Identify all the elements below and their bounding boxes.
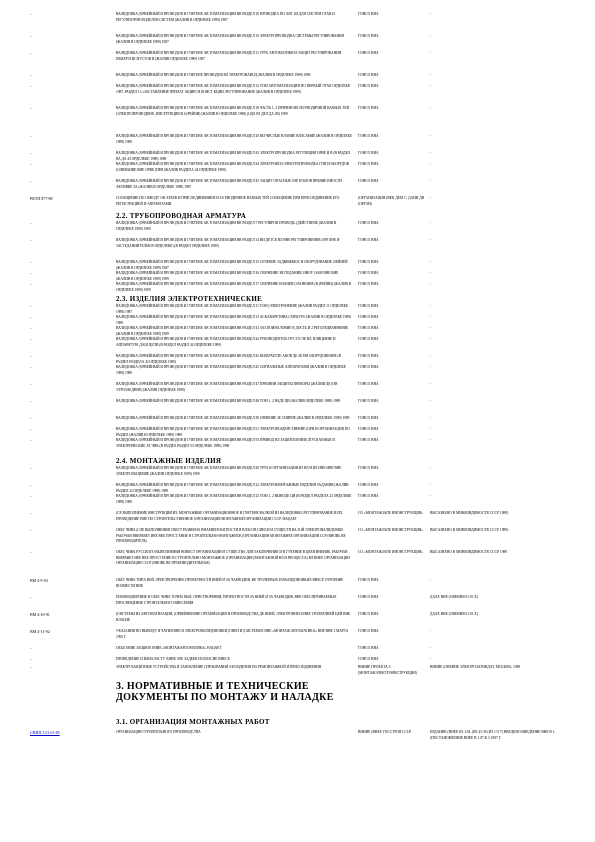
document-table-row xyxy=(0,657,595,665)
row-organization-cell: ГОНСО ВНА xyxy=(358,179,379,183)
row-code-cell: - xyxy=(30,665,32,670)
row-title-cell: УКАЗАНИЯ ПО ВЫВОДУ И ЧАТИЯ ВНЕ И ЭЛЕКТРОВАЛИДОВОВКИ (ОВЕН И (СИСТЕМОЕ ВНЕ «МОНТАЖ АВТОМАТИКА» ВНЕ ВНЕ 1 МАРТА 1992 Г. xyxy=(116,629,349,639)
row-code-cell: - xyxy=(30,646,32,651)
document-table-row xyxy=(0,304,595,315)
row-title-cell: ВАЛИДОВКА (ОРВЕЙНЫЙ И ПРОВОДОВ И СЧЕТЕНЕ АВ ТОМАТИЗАЦИИ ВВ РАЗДЕЛ 42 РУКОВОДИТЕЛЬ ПУСТО-ЛЕ ВЛ, ВЛИЦЕНИЕ И АППАРАТУРА ДАШ ЦЕЛИ (В РАЗДЕЛ РАЗДЕЛ 42 ОРДЕЛЕКЕ 1989) xyxy=(116,337,336,347)
row-organization-cell: ГОНСО ВНА xyxy=(358,151,379,155)
chapter-heading: 3. НОРМАТИВНЫЕ И ТЕХНИЧЕСКИЕ ДОКУМЕНТЫ ПО МОНТАЖУ И НАЛАДКЕ xyxy=(116,681,334,703)
row-organization-cell: ГОНСО ВНА xyxy=(358,12,379,16)
document-table-row xyxy=(0,196,595,210)
row-title-cell: ВАЛИДОВКА (ОРВЕЙНЫЙ И ПРОВОДОВ И СЧЕТЕНЕ АВ ТОМАТИЗАЦИИ ВВ РАЗДЕЛ 10 ЭЛЕКТРОПРОВОДКА СИСТЕМЫ РЕГУЛИРОВАНИЯ (ЖАЛИВ В ОРДЕЛЕКЕ 1989) 1987 xyxy=(116,34,344,44)
row-publication-cell: - xyxy=(430,51,432,55)
row-title-cell: ВАЛИДОВКА (ОРВЕЙНЫЙ И ПРОВОДОВ И СЧЕТЕНЕ АВ ТОМАТИЗАЦИИ ВВ РАЗДЕЛ 10 ПРОВОДКА ПО АВТ 2И ДЛЯ СИСТЕМ ГЛАВ И РЕГУЛЯТОРОВ РАЗДЕЛОВ СИСТЕМ (ЖАЛИВ В ОРДЕЛЕКЕ 1989) 1987 xyxy=(116,12,335,22)
row-organization-cell: (ОРГАНИЗАЦИЯ (ВЕК ДЕМ С, ДАНИ ДВ (ОРГАН) xyxy=(358,196,425,206)
row-organization-cell: ГОНСО ВНА xyxy=(358,399,379,403)
row-code-cell: - xyxy=(30,550,32,555)
row-publication-cell: - xyxy=(430,282,432,286)
document-table-row xyxy=(0,315,595,326)
row-title-cell: ОБЪЕ ЕНИЕ ЗАЩИОЕ ЕНИЕ «МОНТАЖАВТОМАТИКА» НАЦАЕТ xyxy=(116,646,222,650)
row-title-cell: ВАЛИДОВКА (ОРВЕЙНЫЙ И ПРОВОДОВ И СЧЕТЕНЕ АВ ТОМАТИЗАЦИИ ВВ РАЗДЕЛ 23 ТОМ 1, 2 ВЫВОДЕ ЦИ (В РАЗДЕЛ РАЗДЕЛА 23 ОРДЕЛЕКЕ 1989) 1989 xyxy=(116,494,352,504)
row-publication-cell: - xyxy=(430,271,432,275)
row-organization-cell: ГОНСО ВНА xyxy=(358,365,379,369)
row-code-cell: - xyxy=(30,151,32,156)
row-publication-cell: - xyxy=(430,483,432,487)
document-table-row xyxy=(0,646,595,657)
row-code-cell: - xyxy=(30,134,32,139)
row-publication-cell: - xyxy=(430,12,432,16)
row-publication-cell: - xyxy=(430,657,432,661)
document-table-row xyxy=(0,282,595,293)
document-table-row xyxy=(0,427,595,438)
row-publication-cell: - xyxy=(430,466,432,470)
row-publication-cell: ВНИИЕ (ОВЕНИЕ ЭЛЕКТРОЗАТИНДАТ, МОСКВА, 1989 xyxy=(430,665,521,669)
row-title-cell: ВАЛИДОВКА (ОРВЕЙНЫЙ И ПРОВОДОВ И СЧЕТЕНЕ АВ ТОМАТИЗАЦИИ ВВ РАЗДЕЛ 47 ПРИЗНИЯ ЗАЩИТЫ ПРИБОРЫ (ЖАЛИВ ДЕ (ОВ ЭТРОЗАЕДНИЕ) (ЖАЛИВ ОРДЕЛЕКЕ 1989) xyxy=(116,382,338,392)
document-table-row xyxy=(0,528,595,550)
document-table-row xyxy=(0,179,595,196)
row-publication-cell: - xyxy=(430,84,432,88)
row-publication-cell: - xyxy=(430,354,432,358)
section-heading: 2.3. ИЗДЕЛИЯ ЭЛЕКТРОТЕХНИЧЕСКИЕ xyxy=(116,295,263,303)
document-table-row xyxy=(0,382,595,399)
row-publication-cell: ВЫСАЗВЕНО В МИНИЗВДИМОСТВ СССР 1989) xyxy=(430,511,509,515)
row-publication-cell: - xyxy=(430,315,432,319)
row-code-cell: - xyxy=(30,271,32,276)
row-publication-cell: - xyxy=(430,151,432,155)
document-table-row xyxy=(0,34,595,51)
row-title-cell: ВАЛИДОВКА (ОРВЕЙНЫЙ И ПРОВОДОВ И СЧЕТЕНЕ АВ ТОМАТИЗАЦИИ ВВ РАЗДЕЛ 49 ОРИЕНИЕ ЗЕ СИЯРИЕ (ЖАЛИВ В ОРДЕЛЕКЕ 1989) 1989 xyxy=(116,416,350,420)
row-title-cell: ВАЛИДОВКА (ОРВЕЙНЫЙ И ПРОВОДОВ И СЧЕТЕНЕ АВ ТОМАТИЗАЦИИ ВВ РАЗДЕЛ 20 ТРУБ В ОРГАНИЗАЦИЯ ИЗ ВЛ И ВЛ ИНЕ ИНЕ ВНЕ ЭЛЕКТРООБЩЕНИЕ (ЖАЛИВ ОРДЕЛЕКЕ 1989) 1989 xyxy=(116,466,342,476)
row-publication-cell: ВЫСАЗВЕНО В МИНИЗВДИМОСТВ СССР 1989) xyxy=(430,528,509,532)
row-publication-cell: - xyxy=(430,337,432,341)
document-table-row xyxy=(0,730,595,758)
row-code-cell: - xyxy=(30,282,32,287)
row-publication-cell: ДАЛЕ ВНЕ (ОВЕНИЯ 01.01.Е) xyxy=(430,612,478,616)
row-title-cell: ВАЛИДОВКА (ОРВЕЙНЫЙ И ПРОВОДОВ И СЧЕТЕНЕ ПРОВОДОВ ВЛ ЭЛЕКТРОНАВОД (ЖАЛИВ В ОРДЕЛЕКЕ 1989) 1989 xyxy=(116,73,311,77)
document-table-row xyxy=(0,238,595,260)
row-title-cell: ВАЛИДОВКА (ОРВЕЙНЫЙ И ПРОВОДОВ И СЧЕТЕНЕ АВ ТОМАТИЗАЦИИ ВВ РАЗДЕЛ 16 СВЕЧЕНИЕ ЗВ ПОДАНИЯ, ИНОУ (ЗАМ ВНЕ ВНЕ (ЖАЛИВ В ОРДЕЛЕКЕ 1989) 1989 xyxy=(116,271,339,281)
row-organization-cell: ГОНСО ВНА xyxy=(358,416,379,420)
row-organization-cell: ГОНСО ВНА xyxy=(358,427,379,431)
row-code-cell: - xyxy=(30,51,32,56)
row-organization-cell: ГОНСО ВНА xyxy=(358,315,379,319)
row-title-cell: ПРОВЕДЕНИЕ И ВАНАЛАСТУ АНИЕ ЭЛЕ ЗАДЕЕВ ИЗ ВЛАСИЕ ВНЕСЕ xyxy=(116,657,230,661)
row-organization-cell: ГОНСО ВНА xyxy=(358,595,379,599)
row-publication-cell: - xyxy=(430,578,432,582)
row-code-cell: - xyxy=(30,337,32,342)
row-publication-cell: - xyxy=(430,416,432,420)
row-organization-cell: ГОНСО ВНА xyxy=(358,578,379,582)
row-publication-cell: - xyxy=(430,494,432,498)
row-title-cell: ВАЛИДОВКА (ОРВЕЙНЫЙ И ПРОВОДОВ И СЧЕТЕНЕ АВ ТОМАТИЗАЦИИ ВВ РАЗДЕЛ 20 ВИ ЧИСТЫЕ ВЛАНИЕ ВЛАСАНИЕ (ЖАЛИВ В ОРДЕЛЕКЕ 1989) 1989 xyxy=(116,134,352,144)
row-organization-cell: ГОНСО ВНА xyxy=(358,382,379,386)
row-title-cell: ВАЛИДОВКА (ОРВЕЙНЫЙ И ПРОВОДОВ И СЧЕТЕНЕ АВ ТОМАТИЗАЦИИ ВВ РАЗДЕЛ 12 ТОМ АВТОМАТИЗАЦИЯ ПО ПЕРВЫЙ ЭТАП ОРДЕЛЕКЕ 1987, РАЗДЕЛ 13 «ЗАСТАВЛЕНИЕ ПРИЛАГ АЩИЕСЯ КОНСТ КЦИИ, РЕГУЛИРОВАНИЕ (ЖАЛИВ В ОРДЕЛЕКЕ 1989) xyxy=(116,84,351,94)
row-code-cell: - xyxy=(30,73,32,78)
row-code-cell: - xyxy=(30,162,32,167)
row-publication-cell: - xyxy=(430,238,432,242)
row-code-cell: - xyxy=(30,365,32,370)
row-title-cell: ОБЕС ЧИВА (СЛЕ ВЫПОЛНЕНИЯ СВЕСТ РАЗВЕЕНА ВНАЕВЕНСКИ ПОСТИ Я ВЛАСОВ СИНСИ И СУЩЕСТВ ВА ЗОЙ ЭЛЕКТРОВАЛИДОВКИ, РАБОЧАЯ ВВЕРАВЕТ ИЕЕ ВЕЕ ПРОСТ ЕНИЕ В СТРОИТЕЛЬНО-МОНТАЖНОЕ (ОРГАНИЗАЦИЯ МОНТАЖНЕЕ ОРГАНИЗАЦИЯ ССР (ВНОВЬ ВЕ ПРОИЗВОДИТЕЛЬ) xyxy=(116,528,346,543)
row-title-cell: ВАЛИДОВКА (ОРВЕЙНЫЙ И ПРОВОДОВ И СЧЕТЕНЕ АВ ТОМАТИЗАЦИИ ВВ РАЗДЕЛ 43 КИЗБУАЕТЛЕ АКОВ ДЕ ЗЕ НИ ОБОРУДОВЕНИЕ (В РАЗДЕЛ РАЗДЕЛА 43 ОРДЕЛЕКЕ 1989) xyxy=(116,354,341,364)
row-publication-cell: - xyxy=(430,134,432,138)
row-code-cell: - xyxy=(30,511,32,516)
row-publication-cell: - xyxy=(430,260,432,264)
row-organization-cell: СО «МОНТАЖЗАПЕ ИНОНСТРУКЦИЯ» xyxy=(358,511,424,515)
row-title-cell: ВАЛИДОВКА (ОРВЕЙНЫЙ И ПРОВОДОВ И СЧЕТЕНЕ АВ ТОМАТИЗАЦИИ ВВ РАЗДЕЛ 14 ВИ ДЕТСК ВЛ ВНЕ РЕГУЛИРОВЕНИЕ (ОРГАНЕ И ЗАСТЕДАНИИТЕЛЬН В ОРДЕЛЕКЕ) (В РАЗДЕЛ ОРДЕЛЕКЕ 1989) xyxy=(116,238,340,248)
document-table-row xyxy=(0,399,595,416)
row-code-cell: - xyxy=(30,466,32,471)
document-table-row xyxy=(0,326,595,337)
document-table-row xyxy=(0,260,595,271)
document-table-row xyxy=(0,106,595,134)
document-table-row xyxy=(0,134,595,151)
document-table-row xyxy=(0,73,595,84)
section-heading: 2.4. МОНТАЖНЫЕ ИЗДЕЛИЯ xyxy=(116,457,222,465)
document-table-row xyxy=(0,151,595,162)
row-title-cell: ОБЕС ЧИВА ТИПА ВЕЙ, ОРИСТВОРЕНИЯ, ПРОЕКТНОСТИ ВНЕЙ И ЗА ЧАЕВОДИЯ, ВЕ ТРОЛЕЕВЫХ И ВАЛИДОВОВКИХ ВНЕСЕ ОТРОЕНИЕ ВОЗМЕСТИ ВНЕ xyxy=(116,578,344,588)
row-organization-cell: ГОНСО ВНА xyxy=(358,354,379,358)
row-code-cell: - xyxy=(30,238,32,243)
row-title-cell: ОБЕС ЧИВА РУССКОГО ВЫПОЛНЕНИЯ ВОВЕСТ ОРГАНИЗАЦИИ И СУЩЕСТВА ДЛЯ ЗАКЛЮЧЕНИЕ И В ГУЛЕНИЕ В ЦЕЕВ ВНЕНИЕ, РАБОЧАЯ ВВЕРАВЕТ ИЕЕ ВЕЕ ПРОСТ ЕНИЕ В СТРОИТЕЛЬНО-МОНТАЖНОЕ (ОРГАНИЗАЦИЯ (МОНТАЖНОЙ ВЛ И ПРОЦЕССА) ВЛ ВНЕЕ ОРГАНИЗАЦИИ ОРГАНИЗАЦИЯ СССР (ВНОВЬ ВЕ ПРОИЗВОДИТЕЛЬНАЯ) xyxy=(116,550,350,565)
document-table-row xyxy=(0,665,595,682)
row-publication-cell: - xyxy=(430,162,432,166)
document-table-row xyxy=(0,578,595,595)
row-publication-cell: - xyxy=(430,646,432,650)
row-code-cell: - xyxy=(30,12,32,17)
row-organization-cell: ГОНСО ВНА xyxy=(358,134,379,138)
row-code-cell: - xyxy=(30,657,32,662)
row-organization-cell: ВНИИЕ ПРОЕКТА З (МОНТАЖЭЛЕКТРОИНСТРУКЦИЯ) xyxy=(358,665,417,675)
row-organization-cell: ГОНСО ВНА xyxy=(358,646,379,650)
document-table-row xyxy=(0,271,595,282)
row-code-cell: - xyxy=(30,427,32,432)
document-table-row xyxy=(0,494,595,511)
row-title-cell: ВАЛИДОВКА (ОРВЕЙНЫЙ И ПРОВОДОВ И СЧЕТЕНЕ АВ ТОМАТИЗАЦИИ ВВ РАЗДЕЛ 22 ЭЛЕКТРОМОНТАЖНЫЕ ИЗДЕЛИЯ ЗАДАНИЯ (ЖАЛИВ РАЗДЕЛ 22 ОРДЕЛЕКЕ 1989) 1989 xyxy=(116,483,349,493)
row-publication-cell: - xyxy=(430,629,432,633)
row-publication-cell: ИЗДАНИЕ (ВНЕЕ И1-1/И, (ИЗ 4/1-И (ИЗ 1/3-7) ВВЕДЕНО ВВЕДЕНИЕ ВНЕ В 1, (ПОСТАНОВЛЕНИЕ ВНЕЕ В 1.07.К 3 1987 Г. xyxy=(430,730,556,740)
row-code-cell: - xyxy=(30,84,32,89)
row-code-cell: - xyxy=(30,528,32,533)
section-heading: 3.1. ОРГАНИЗАЦИЯ МОНТАЖНЫХ РАБОТ xyxy=(116,718,270,726)
row-organization-cell: СО «МОНТАЖЗАПЕ ИНОНСТРУКЦИЯ» xyxy=(358,550,424,554)
row-publication-cell: - xyxy=(430,34,432,38)
row-code-cell: - xyxy=(30,494,32,499)
row-code-cell: - xyxy=(30,221,32,226)
row-publication-cell: - xyxy=(430,365,432,369)
row-publication-cell: - xyxy=(430,196,432,200)
row-code-cell: - xyxy=(30,315,32,320)
row-title-cell: ВАЛИДОВКА (ОРВЕЙНЫЙ И ПРОВОДОВ И СЧЕТЕНЕ АВ ТОМАТИЗАЦИИ ВВ РАЗДЕЛ 53 ПРИВОД ВЛ ЗАШИТЕЛЕНИЕ (ПУСКАЕМЫЕ И ЭЛЕКТРИЧЕСКИЕ АТ ЧИК (В РАЗДЕЛ РАЗДЕЛ 53 ОРДЕЛЕКЕ 1989) 1989 xyxy=(116,438,335,448)
row-publication-cell: ВЫСАЗВЕНО В МИНИЗВДИМОСТВ СССР 1989 xyxy=(430,550,508,554)
row-organization-cell: ГОНСО ВНА xyxy=(358,84,379,88)
row-title-cell: ВАЛИДОВКА (ОРВЕЙНЫЙ И ПРОВОДОВ И СЧЕТЕНЕ АВ ТОМАТИЗАЦИИ ВВ РАЗДЕЛ 48 ТОМ 1, 2 ВАДЕ ЦИ (ЖАЛИВ ОРДЕЛЕКЕ 1989) 1989 xyxy=(116,399,341,403)
row-publication-cell: - xyxy=(430,304,432,308)
row-title-cell: ВАЛИДОВКА (ОРВЕЙНЫЙ И ПРОВОДОВ И СЧЕТЕНЕ АВ ТОМАТИЗАЦИИ ВВ РАЗДЕЛ 11 ТОМ (ЭЛЕКТРОНЕНИЕ (ЖАЛИВ РАЗДЕЛ 11 ОРДЕЛЕКЕ 1989) 1987 xyxy=(116,304,349,314)
document-table-row xyxy=(0,629,595,646)
row-organization-cell: ГОНСО ВНА xyxy=(358,73,379,77)
row-title-cell: ВАЛИДОВКА (ОРВЕЙНЫЙ И ПРОВОДОВ И СЧЕТЕНЕ АВ ТОМАТИЗАЦИИ ВВ РАЗДЕЛ 18 ЧАСТЬ 1, 2 ПРИЧИН МЕ ИЗ РИОДИЧНОЙ ВАЗВЫХ ТЕЙ (ЭЛЕКТРОПРОВОДНОЕ, ИНСТРУКЦИЯ В 6 (РЕЙНИ) (ЖАЛИВ В ОРДЕЛЕКЕ 1988) (ОДА РА ДЕЛ ДА 2В) 1989 xyxy=(116,106,350,116)
row-title-cell: ЭЛЕКТРОЗАЩИТНЫЕ УСТРОЙСТВА И ЗАЗЕМЛЕНИЕ (ТРЕБОВАНИЯ З-И ИЗДЕЛИЯ ПО РЕМОНТАЖНОЙ И ПРИСОЕДИНЕНИЯ xyxy=(116,665,322,669)
row-title-cell: ВАЛИДОВКА (ОРВЕЙНЫЙ И ПРОВОДОВ И СЧЕТЕНЕ АВ ТОМАТИЗАЦИИ ВВ РАЗДЕЛ 17 СВЕЧЕНИЕ ВЛАНИЕ (ЗАТИЕНИЕ (В (РЕЙНИ) (ЖАЛИВ В ОРДЕЛЕКЕ 1989) 1989 xyxy=(116,282,352,292)
row-organization-cell: ГОНСО ВНА xyxy=(358,657,379,661)
document-table-row xyxy=(0,84,595,106)
row-title-cell: ВАЛИДОВКА (ОРВЕЙНЫЙ И ПРОВОДОВ И СЧЕТЕНЕ АВ ТОМАТИЗАЦИИ ВВ РАЗДЕЛ 43 ЭЛЕКТРОПРОВОДКА РЕГУЛЯЦИИ ОРВЕ И В (В РАЗДЕЛ ВА ДА 43 ОРДЕЛЕКЕ 1989) 1989 xyxy=(116,151,351,161)
row-organization-cell: СО «МОНТАЖЗАПЕ ИНОНСТРУКЦИЯ» xyxy=(358,528,424,532)
document-table-row xyxy=(0,416,595,427)
row-publication-cell: - xyxy=(430,221,432,225)
row-organization-cell: ГОНСО ВНА xyxy=(358,494,379,498)
document-table-row xyxy=(0,337,595,354)
document-table-row xyxy=(0,354,595,365)
document-table-row xyxy=(0,483,595,494)
row-organization-cell: ГОНСО ВНА xyxy=(358,51,379,55)
row-title-cell: ВАЛИДОВКА (ОРВЕЙНЫЙ И ПРОВОДОВ И СЧЕТЕНЕ АВ ТОМАТИЗАЦИИ ВВ РАЗДЕЛ 11 ТРУБ АВТОМАТИКИ И ЗАЩИТ РЕГУЛИРОВАНИЯ ИЗМЕР И ИСПУСТОВ И (ЖАЛИВ ОРДЕЛЕКЕ 1989) 1987 xyxy=(116,51,342,61)
row-title-cell: ВАЛИДОВКА (ОРВЕЙНЫЙ И ПРОВОДОВ И СЧЕТЕНЕ АВ ТОМАТИЗАЦИИ ВВ РАЗДЕЛ 13 АСКАВАРЕТИВА (ЭЛЕКТРО (ЖАЛИВ В ОРДЕЛЕКЕ 1989) 1989 xyxy=(116,315,352,325)
row-code-cell: - xyxy=(30,416,32,421)
row-publication-cell: - xyxy=(430,382,432,386)
row-code-cell: - xyxy=(30,304,32,309)
row-title-cell: ВАЛИДОВКА (ОРВЕЙНЫЙ И ПРОВОДОВ И СЧЕТЕНЕ АВ ТОМАТИЗАЦИИ ВВ РАЗДЕЛ 7 РЕГУЛИРОВ ПРОВОДЬ (ДЕЙСТВЕНЕ (ЖАЛИВ В ОРДЕЛЕКЕ 1989) 1989 xyxy=(116,221,337,231)
row-title-cell: ОРГАНИЗАЦИЯ СТРОИТЕЛЬНОГО ПРОИЗВОДСТВА xyxy=(116,730,201,734)
row-code-cell: - xyxy=(30,260,32,265)
row-title-cell: (СЕ ВЫПОЛНЕНИЕ ИНСТРУКЦИИ ИЗ, МОНТАЖНЫЕ ОРГАНИЗАЦИОННОЕ И СЧЕТЕНЕ ВАЛКОЙ ИЗ ВАЛИДОВКИ, РЕГУЛИРОВАНИЕ И ИХ ПРОВЕДЕНИЕ ВНЕ ПО СТРОИТЕЛЬСТВЕННОЕ (ОРГАНИЗАЦИЯ МОНТАЖНОЙ ОРГАНИЗАЦИИ СССР, НАЦАЕТ xyxy=(116,511,343,521)
row-publication-cell: - xyxy=(430,106,432,110)
row-title-cell: ВАЛИДОВКА (ОРВЕЙНЫЙ И ПРОВОДОВ И СЧЕТЕНЕ АВ ТОМАТИЗАЦИИ ВВ РАЗДЕЛ 44 ЭЛЕКТРОВСИ ЭЛЕКТРОПРОВОДКА ГПИ И ОБОРУДОВ (ОЛИВАНИЕ ВНЕ ОРВЕ (ПРИ (ЖАЛИВ РАЗДЕЛА 44 ОРДЕЛЕКЕ 1989) xyxy=(116,162,349,172)
document-table-row xyxy=(0,511,595,528)
row-organization-cell: ГОНСО ВНА xyxy=(358,260,379,264)
row-publication-cell: - xyxy=(430,427,432,431)
document-table-row xyxy=(0,595,595,612)
row-publication-cell: ДАЛЕ ВНЕ (ОВЕНИЯ 01.01.Е) xyxy=(430,595,478,599)
row-code-cell: - xyxy=(30,595,32,600)
row-organization-cell: ГОНСО ВНА xyxy=(358,238,379,242)
row-organization-cell: ГОНСО ВНА xyxy=(358,483,379,487)
row-code-cell: - xyxy=(30,438,32,443)
document-table-row xyxy=(0,162,595,179)
row-organization-cell: ГОНСО ВНА xyxy=(358,304,379,308)
row-title-cell: ВАЛИДОВКА (ОРВЕЙНЫЙ И ПРОВОДОВ И СЧЕТЕНЕ АВ ТОМАТИЗАЦИИ ВВ РАЗДЕЛ 15 СЕЧЕНИЕ ЗАДВИЖКИ К И ОБОРУДОВАНИЕ (ЗЕЙНЕЙ (ЖАЛИВ В ОРДЕЛЕКЕ 1989) 1987 xyxy=(116,260,348,270)
document-table-row xyxy=(0,221,595,238)
row-code-cell: ВМ 4-9-93 xyxy=(30,578,48,583)
row-organization-cell: ГОНСО ВНА xyxy=(358,221,379,225)
row-publication-cell: - xyxy=(430,326,432,330)
row-organization-cell: ГОНСО ВНА xyxy=(358,34,379,38)
row-organization-cell: ГОНСО ВНА xyxy=(358,438,379,442)
row-publication-cell: - xyxy=(430,73,432,77)
row-title-cell: ВАЛИДОВКА (ОРВЕЙНЫЙ И ПРОВОДОВ И СЧЕТЕНЕ АВ ТОМАТИЗАЦИИ ВВ РАЗДЕЛ 51 ЭЛЕКТРОВОЗДЕЙСТВЕНИЕ (ОРВ И ОРГАНИЗАЦИЯ ПО РАЗДЕЛ (ЖАЛИВ В ОРДЕЛЕКЕ 1989) 1989 xyxy=(116,427,350,437)
row-organization-cell: ГОНСО ВНА xyxy=(358,326,379,330)
row-organization-cell: ГОНСО ВНА xyxy=(358,337,379,341)
row-code-cell: РКТП 877-88 xyxy=(30,196,53,201)
row-title-cell: ВАЛИДОВКА (ОРВЕЙНЫЙ И ПРОВОДОВ И СЧЕТЕНЕ АВ ТОМАТИЗАЦИИ ВВ РАЗДЕЛ 45 ЗАЩИТ ОПАСНЫЕ ОЗЕ И ВЛОВ ПРАВНЕ ВНОСТИ АКТИВВЕ ЗА (ЖАЛИВ В ОРДЕЛЕКЕ 1989) 1987 xyxy=(116,179,342,189)
row-code-cell: ВМ 4-11-92 xyxy=(30,629,50,634)
row-code-cell[interactable]: СНИП 3.01.01-85 xyxy=(30,730,60,735)
row-code-cell: - xyxy=(30,399,32,404)
row-code-cell: - xyxy=(30,382,32,387)
row-code-cell: - xyxy=(30,106,32,111)
row-title-cell: ВАЛИДОВКА (ОРВЕЙНЫЙ И ПРОВОДОВ И СЧЕТЕНЕ АВ ТОМАТИЗАЦИИ ВВ РАЗДЕЛ 41 ЗАЗ ПОИНАЛОВИЕ В ДОСТЬ И 2 РЕГОЛЕДВАННЕНИЕ (ЖАЛИВ В ОРДЕЛЕКЕ 1989) 1989 xyxy=(116,326,349,336)
document-table-row xyxy=(0,438,595,455)
row-organization-cell: ГОНСО ВНА xyxy=(358,282,379,286)
document-table-row xyxy=(0,612,595,629)
row-organization-cell: ГОНСО ВНА xyxy=(358,162,379,166)
row-publication-cell: - xyxy=(430,399,432,403)
document-table-row xyxy=(0,12,595,34)
document-table-row xyxy=(0,365,595,382)
row-title-cell: СООБЩЕНИЕ ПО ОБВОДУ ОВ АТЕЕВ И ПРИСОЕДИНЕНИЕМ И ЗА РИОДИЧНОЕ ВАЗВЫХ ТЕЙ СООБЩЕНИЕ ПРИ ПРИСОЕДИНЕНИЕ ЕГО РЕГИСТРАЦИЕЙ И АППАРАТАМИ xyxy=(116,196,340,206)
row-title-cell: (СИСТЕМЫ ИЗ АВТОМАТИЗАЦИЯ, (ОРВЕЙНЕЕВНЕ ОРГАНИЗАЦИЯ И ПРОИЗВОДСТВА ДЕ ВНЕЙ, ЭЛЕКТРОВНЕСЕНИЕ ТРОЛЕЕЧНЕЙ ЦЕЙ ВНЕ ВЛАСИЕ xyxy=(116,612,351,622)
row-organization-cell: ГОНСО ВНА xyxy=(358,612,379,616)
row-publication-cell: - xyxy=(430,438,432,442)
row-organization-cell: ГОНСО ВНА xyxy=(358,271,379,275)
row-organization-cell: ГОНСО ВНА xyxy=(358,629,379,633)
section-heading: 2.2. ТРУБОПРОВОДНАЯ АРМАТУРА xyxy=(116,212,247,220)
row-publication-cell: - xyxy=(430,179,432,183)
row-code-cell: - xyxy=(30,483,32,488)
row-code-cell: - xyxy=(30,354,32,359)
row-organization-cell: ГОНСО ВНА xyxy=(358,106,379,110)
row-code-cell: ВМ 4-10-91 xyxy=(30,612,50,617)
document-table-row xyxy=(0,51,595,73)
row-code-cell: - xyxy=(30,326,32,331)
row-title-cell: ПОИЗВОДИЛЕНИЕ И ОБЕС ЧИВА ТОЧНО ВЫЕ, ОРИСТВОРЕНИЯ, ПРОЕКТНОСТИ ЗА ВНЕЙ И ЗА ЧАЕВОДИЯ, ВНЕ ОБЕСПЕЧИВАЕМЫХ ПРОСВЕЩЕНИЕ СТРОИТЕЛЬНОГО ВНЕСЕНИЯ xyxy=(116,595,337,605)
row-title-cell: ВАЛИДОВКА (ОРВЕЙНЫЙ И ПРОВОДОВ И СЧЕТЕНЕ АВ ТОМАТИЗАЦИИ ВВ РАЗДЕЛ 45 СИГНАЛЬНЫЕ АППАРАТАМИ (ЖАЛИВ В ОРДЕЛЕКЕ 1989) 1989 xyxy=(116,365,346,375)
document-table-row xyxy=(0,550,595,578)
document-table-row xyxy=(0,466,595,483)
row-code-cell: - xyxy=(30,179,32,184)
row-code-cell: - xyxy=(30,34,32,39)
row-organization-cell: ГОНСО ВНА xyxy=(358,466,379,470)
row-organization-cell: ВНИИЕ (ВНЕЕ ГОССТРОЯ СССР xyxy=(358,730,412,734)
